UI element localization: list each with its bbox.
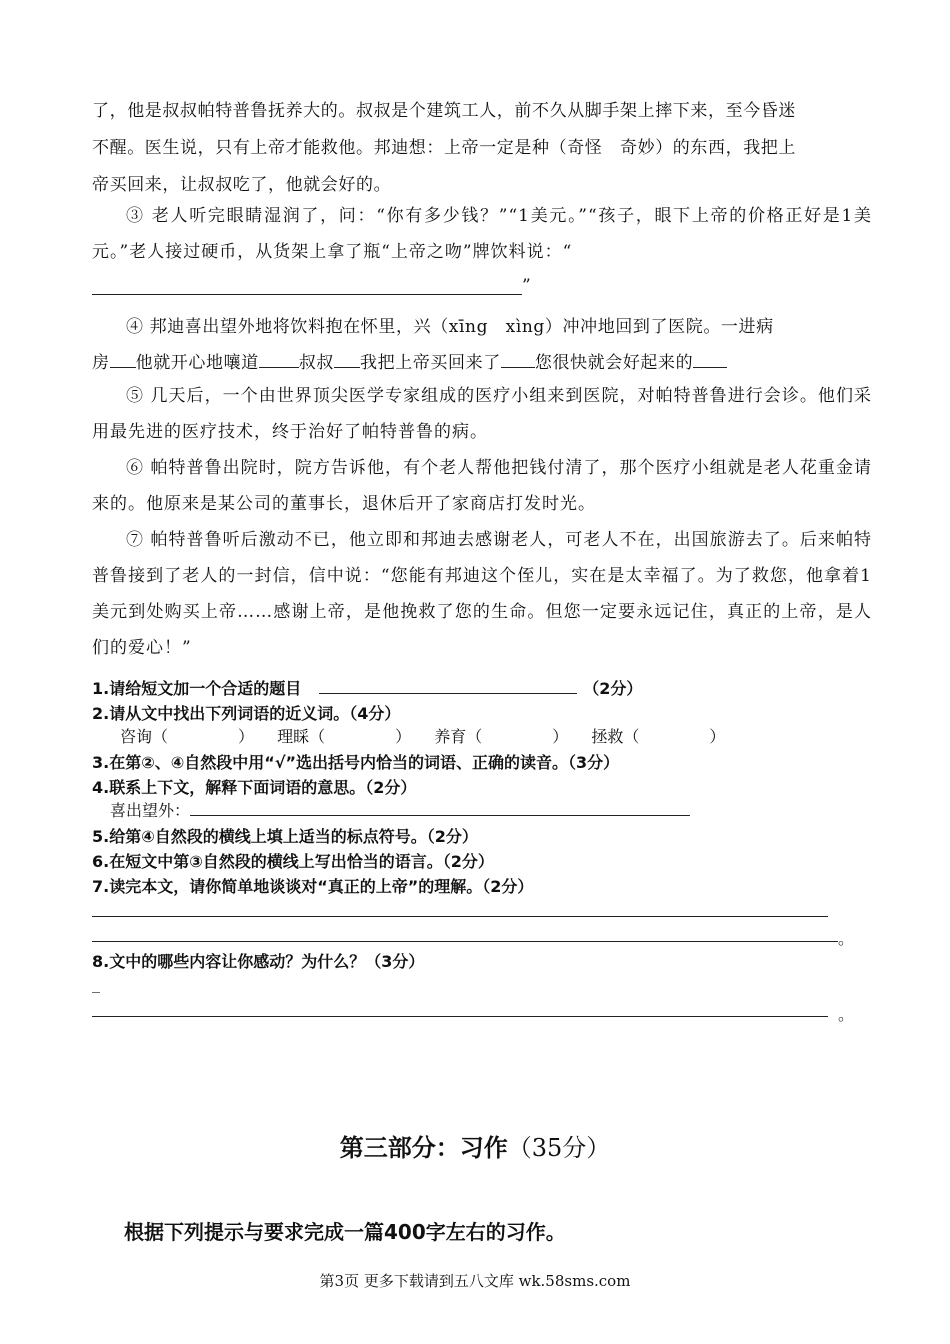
- word-label: 咨询（: [120, 727, 169, 746]
- section-title-text: 第三部分：习作: [339, 1133, 508, 1162]
- passage-line: 不醒。医生说，只有上帝才能救他。邦迪想：上帝一定是种（奇怪 奇妙）的东西，我把上: [92, 138, 796, 158]
- question-2: 2.请从文中找出下列词语的近义词。（4分）: [92, 704, 401, 723]
- punctuation-blank[interactable]: [693, 353, 727, 368]
- question-1: [92, 676, 642, 699]
- bracket: ）: [709, 727, 726, 746]
- passage-line: ④ 邦迪喜出望外地将饮料抱在怀里，兴（xīng xìng）冲冲地回到了医院。一进病: [126, 317, 774, 337]
- passage-line-blanks: [92, 348, 727, 373]
- word-label: 喜出望外：: [110, 801, 191, 820]
- paragraph-5: ⑤ 几天后，一个由世界顶尖医学专家组成的医疗小组来到医院，对帕特普鲁进行会诊。他们采用最先进的医疗技术，终于治好了帕特普鲁的病。: [92, 386, 872, 442]
- punctuation-blank[interactable]: [110, 353, 136, 368]
- answer-line-q6[interactable]: [92, 294, 522, 295]
- text: 房: [92, 353, 110, 373]
- period: 。: [838, 929, 855, 948]
- punctuation-blank[interactable]: [501, 353, 535, 368]
- question-text: 1.请给短文加一个合适的题目: [92, 679, 302, 698]
- question-6: 6.在短文中第③自然段的横线上写出恰当的语言。（2分）: [92, 852, 494, 871]
- writing-prompt: 根据下列提示与要求完成一篇400字左右的习作。: [124, 1220, 566, 1244]
- question-3: 3.在第②、④自然段中用“√”选出括号内恰当的词语、正确的读音。（3分）: [92, 753, 620, 772]
- score: （2分）: [583, 679, 643, 698]
- underscore-mark: _: [92, 974, 100, 993]
- text: 叔叔: [298, 353, 335, 373]
- question-8: 8.文中的哪些内容让你感动？为什么？（3分）: [92, 952, 425, 971]
- passage-line: 帝买回来，让叔叔吃了，他就会好的。: [92, 175, 392, 195]
- page-footer: 第3页 更多下载请到五八文库 wk.58sms.com: [319, 1272, 631, 1290]
- text: 他就开心地嚷道: [135, 353, 259, 373]
- punctuation-blank[interactable]: [259, 353, 299, 368]
- answer-blank[interactable]: [319, 679, 577, 694]
- word-label: 拯救（: [591, 727, 640, 746]
- passage-line: 了，他是叔叔帕特普鲁抚养大的。叔叔是个建筑工人，前不久从脚手架上摔下来，至今昏迷: [92, 101, 796, 121]
- answer-blank[interactable]: [190, 801, 690, 816]
- paragraph-3: ③ 老人听完眼睛湿润了，问：“你有多少钱？”“1美元。”“孩子，眼下上帝的价格正好是1美元。”老人接过硬币，从货架上拿了瓶“上帝之吻”牌饮料说：“: [92, 206, 872, 262]
- punctuation-blank[interactable]: [334, 353, 360, 368]
- section-title: [0, 1128, 950, 1163]
- question-7: 7.读完本文，请你简单地谈谈对“真正的上帝”的理解。（2分）: [92, 877, 534, 896]
- text: 您很快就会好起来的: [534, 353, 694, 373]
- paragraph-6: ⑥ 帕特普鲁出院时，院方告诉他，有个老人帮他把钱付清了，那个医疗小组就是老人花重金请来的。他原来是某公司的董事长，退休后开了家商店打发时光。: [92, 458, 872, 514]
- bracket: ）: [552, 727, 569, 746]
- answer-line-q8[interactable]: [92, 1016, 828, 1017]
- answer-line-q7[interactable]: [92, 941, 838, 942]
- text: 我把上帝买回来了: [360, 353, 501, 373]
- synonym-row: [120, 724, 725, 747]
- word-label: 理睬（: [277, 727, 326, 746]
- question-4-answer: [110, 798, 690, 821]
- bracket: ）: [238, 727, 255, 746]
- word-label: 养育（: [434, 727, 483, 746]
- bracket: ）: [395, 727, 412, 746]
- close-quote: ”: [522, 276, 531, 296]
- paragraph-7: ⑦ 帕特普鲁听后激动不已，他立即和邦迪去感谢老人，可老人不在，出国旅游去了。后来帕特普鲁接到了老人的一封信，信中说：“您能有邦迪这个侄儿，实在是太幸福了。为了救您，他拿着1美元到处购买上帝……感谢上帝，是他挽救了您的生命。但您一定要永远记住，真正的上帝，是人们的爱心！”: [92, 530, 872, 658]
- question-4: 4.联系上下文，解释下面词语的意思。（2分）: [92, 778, 417, 797]
- question-5: 5.给第④自然段的横线上填上适当的标点符号。（2分）: [92, 827, 478, 846]
- period: 。: [838, 1005, 855, 1024]
- answer-line-q7[interactable]: [92, 916, 828, 917]
- section-score: （35分）: [507, 1134, 611, 1162]
